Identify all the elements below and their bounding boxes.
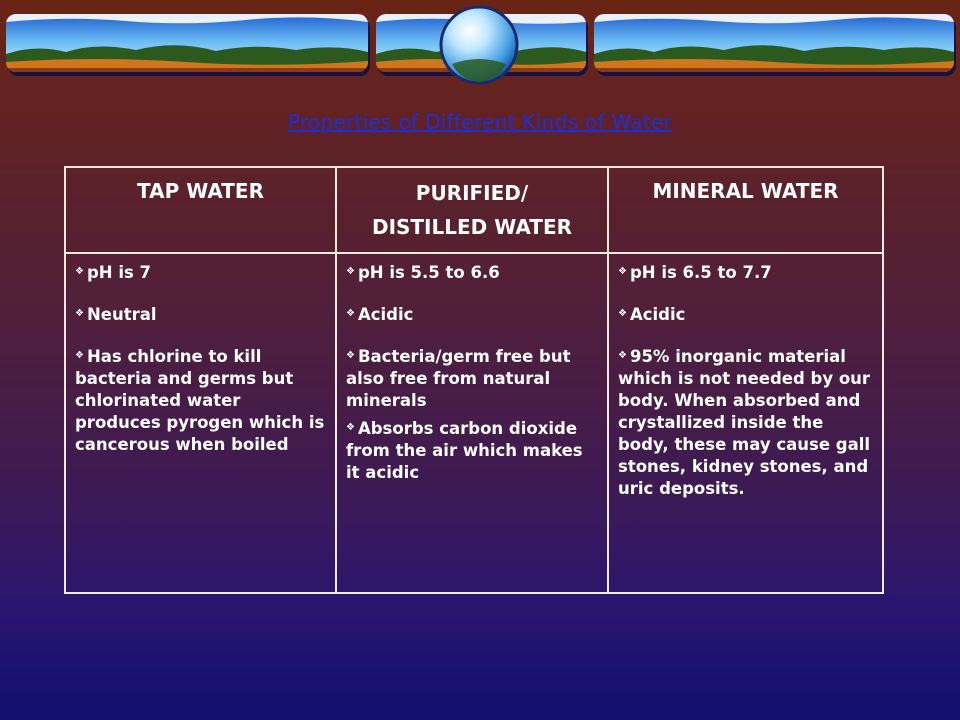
header-tap-water — [65, 167, 336, 253]
page-title[interactable]: Properties of Different Kinds of Water — [287, 110, 673, 134]
table-body-row — [65, 253, 883, 593]
list-item — [346, 346, 599, 412]
mineral-water-cell — [608, 253, 883, 593]
diamond-bullet-icon: ❖ — [346, 422, 355, 433]
globe-icon — [438, 4, 520, 86]
diamond-bullet-icon: ❖ — [75, 266, 84, 277]
purified-distilled-water-cell — [336, 253, 608, 593]
list-item — [346, 262, 599, 284]
header-label: PURIFIED/ DISTILLED WATER — [371, 181, 573, 239]
diamond-bullet-icon: ❖ — [346, 266, 355, 277]
table-header-row — [65, 167, 883, 253]
item-text: pH is 5.5 to 6.6 — [357, 263, 500, 282]
header-label: TAP WATER — [137, 179, 264, 203]
list-item — [618, 304, 874, 326]
item-text: Neutral — [86, 305, 157, 324]
header-purified-distilled-water — [336, 167, 608, 253]
list-item — [618, 346, 874, 500]
item-text: Has chlorine to kill bacteria and germs but chlorinated water produces pyrogen which is cancerous when boiled — [75, 347, 325, 454]
landscape-banner-right — [594, 14, 954, 72]
item-text: Bacteria/germ free but also free from natural minerals — [346, 347, 571, 410]
item-text: pH is 7 — [86, 263, 152, 282]
landscape-banner-left — [6, 14, 368, 72]
list-item — [346, 418, 599, 484]
list-item — [346, 304, 599, 326]
list-item — [618, 262, 874, 284]
item-text: 95% inorganic material which is not needed by our body. When absorbed and crystallized inside the body, these may cause gall stones, kidney stones, and uric deposits. — [618, 347, 871, 498]
list-item — [75, 262, 327, 284]
diamond-bullet-icon: ❖ — [618, 350, 627, 361]
item-text: Acidic — [357, 305, 414, 324]
diamond-bullet-icon: ❖ — [346, 308, 355, 319]
item-text: pH is 6.5 to 7.7 — [629, 263, 772, 282]
item-text: Absorbs carbon dioxide from the air which makes it acidic — [346, 419, 583, 482]
header-label: MINERAL WATER — [652, 179, 839, 203]
water-comparison-table — [64, 166, 884, 594]
diamond-bullet-icon: ❖ — [75, 308, 84, 319]
header-mineral-water — [608, 167, 883, 253]
tap-water-cell — [65, 253, 336, 593]
item-text: Acidic — [629, 305, 686, 324]
diamond-bullet-icon: ❖ — [346, 350, 355, 361]
list-item — [75, 346, 327, 456]
list-item — [75, 304, 327, 326]
diamond-bullet-icon: ❖ — [75, 350, 84, 361]
diamond-bullet-icon: ❖ — [618, 308, 627, 319]
diamond-bullet-icon: ❖ — [618, 266, 627, 277]
